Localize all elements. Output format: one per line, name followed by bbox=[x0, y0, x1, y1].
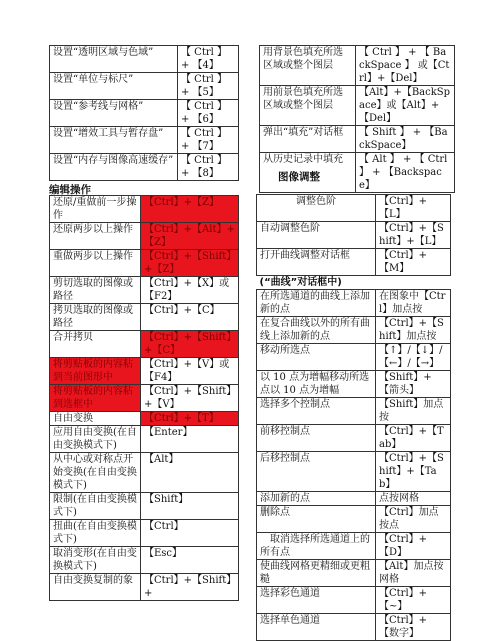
shortcut-cell: 【 Ctrl 】 + 【5】 bbox=[178, 73, 239, 100]
table-row bbox=[257, 614, 451, 641]
shortcut-cell: 【Shift】 bbox=[141, 493, 239, 520]
table-row bbox=[50, 250, 239, 277]
table-row bbox=[257, 317, 451, 344]
shortcut-cell-highlighted: 【Ctrl】+【Shift】+【C】 bbox=[141, 331, 239, 358]
shortcut-cell-highlighted: 【Ctrl】+【Alt】+【Z】 bbox=[141, 223, 239, 250]
shortcut-cell: 【Ctrl】+【数字】 bbox=[376, 614, 451, 641]
action-cell: 还原两步以上操作 bbox=[50, 223, 141, 250]
table-row bbox=[257, 533, 451, 560]
shortcut-cell: 【Enter】 bbox=[141, 426, 239, 453]
action-cell: 自由变换复制的象 bbox=[50, 574, 141, 601]
table-row bbox=[50, 304, 239, 331]
table-row bbox=[50, 46, 239, 73]
table-row bbox=[257, 276, 451, 290]
table-row bbox=[257, 587, 451, 614]
table-row bbox=[50, 453, 239, 493]
shortcut-cell: 【Ctrl】+【Shift】+【Tab】 bbox=[376, 452, 451, 492]
table-row bbox=[50, 547, 239, 574]
table-row bbox=[50, 385, 239, 412]
action-cell: 移动所选点 bbox=[257, 344, 376, 371]
action-cell: 打开曲线调整对话框 bbox=[257, 249, 376, 276]
action-cell: 删除点 bbox=[257, 506, 376, 533]
action-cell: 设置“增效工具与暂存盘” bbox=[50, 127, 178, 154]
action-cell-highlighted: 将剪贴板的内容粘到当前图形中 bbox=[50, 358, 141, 385]
shortcut-cell: 【Ctrl】+【X】或【F2】 bbox=[141, 277, 239, 304]
action-cell: 扭曲(在自由变换模式下) bbox=[50, 520, 141, 547]
shortcut-cell: 【Ctrl】+【~】 bbox=[376, 587, 451, 614]
action-cell: 从历史记录中填充 bbox=[260, 153, 356, 193]
table-row bbox=[260, 46, 455, 86]
table-row bbox=[50, 493, 239, 520]
shortcut-cell: 【Ctrl】+【Shift】+【L】 bbox=[376, 222, 451, 249]
action-cell: 限制(在自由变换模式下) bbox=[50, 493, 141, 520]
table-row bbox=[50, 358, 239, 385]
table-row bbox=[257, 290, 451, 317]
action-cell: 取消变形(在自由变换模式下) bbox=[50, 547, 141, 574]
table-row bbox=[257, 398, 451, 425]
shortcut-cell: 在图象中【Ctrl】加点按 bbox=[376, 290, 451, 317]
action-cell: 拷贝选取的图像或路径 bbox=[50, 304, 141, 331]
table-row bbox=[50, 412, 239, 426]
table-row bbox=[50, 426, 239, 453]
table-row bbox=[50, 127, 239, 154]
action-cell: 自动调整色阶 bbox=[257, 222, 376, 249]
table-row bbox=[257, 344, 451, 371]
adjust-shortcuts-table bbox=[256, 194, 451, 641]
shortcut-cell: 【Alt】 bbox=[141, 453, 239, 493]
table-row bbox=[260, 86, 455, 126]
shortcut-cell-highlighted: 【Ctrl】+【T】 bbox=[141, 412, 239, 426]
shortcut-cell: 【Ctrl】+【M】 bbox=[376, 249, 451, 276]
preferences-shortcuts-table bbox=[49, 45, 239, 181]
table-row bbox=[50, 574, 239, 601]
shortcut-cell: 【Ctrl】+【C】 bbox=[141, 304, 239, 331]
shortcut-cell: 【 Shift 】 + 【BackSpace】 bbox=[356, 126, 455, 153]
action-cell: 选择单色通道 bbox=[257, 614, 376, 641]
table-row bbox=[257, 425, 451, 452]
action-cell: 设置“单位与标尺” bbox=[50, 73, 178, 100]
action-cell: 应用自由变换(在自由变换模式下) bbox=[50, 426, 141, 453]
action-cell: 前移控制点 bbox=[257, 425, 376, 452]
action-cell: 还原/重做前一步操作 bbox=[50, 196, 141, 223]
shortcut-cell: 【Alt】加点按网格 bbox=[376, 560, 451, 587]
shortcut-cell: 【Ctrl】+【Shift】加点按 bbox=[376, 317, 451, 344]
action-cell: 在复合曲线以外的所有曲线上添加新的点 bbox=[257, 317, 376, 344]
table-row bbox=[50, 331, 239, 358]
table-row bbox=[257, 222, 451, 249]
shortcut-cell: 【Esc】 bbox=[141, 547, 239, 574]
action-cell-highlighted: 将剪贴板的内容粘到选框中 bbox=[50, 385, 141, 412]
shortcut-cell: 【Ctrl】+【L】 bbox=[376, 195, 451, 222]
table-row bbox=[257, 452, 451, 492]
shortcut-cell: 【Shift】加点按 bbox=[376, 398, 451, 425]
action-cell: 在所选通道的曲线上添加新的点 bbox=[257, 290, 376, 317]
action-cell: 取消选择所选通道上的所有点 bbox=[257, 533, 376, 560]
action-cell: 设置“参考线与网格” bbox=[50, 100, 178, 127]
action-cell: 选择彩色通道 bbox=[257, 587, 376, 614]
action-cell: 剪切选取的图像或路径 bbox=[50, 277, 141, 304]
shortcut-cell: 【Ctrl】+【Tab】 bbox=[376, 425, 451, 452]
edit-shortcuts-table bbox=[49, 195, 239, 601]
action-cell: 用背景色填充所选区域或整个图层 bbox=[260, 46, 356, 86]
table-row bbox=[257, 492, 451, 506]
table-row bbox=[50, 100, 239, 127]
action-cell: 用前景色填充所选区域或整个图层 bbox=[260, 86, 356, 126]
action-cell: 调整色阶 bbox=[257, 195, 376, 222]
table-row bbox=[257, 249, 451, 276]
table-row bbox=[257, 506, 451, 533]
action-cell: 选择多个控制点 bbox=[257, 398, 376, 425]
shortcut-cell: 【Shift】+【箭头】 bbox=[376, 371, 451, 398]
shortcut-cell: 【↑】/【↓】/【←】/【→】 bbox=[376, 344, 451, 371]
section-title-image-adjust: 图像调整 bbox=[278, 171, 320, 183]
shortcut-cell: 【 Ctrl 】 + 【7】 bbox=[178, 127, 239, 154]
table-row bbox=[50, 196, 239, 223]
action-cell: 以 10 点为增幅移动所选点以 10 点为增幅 bbox=[257, 371, 376, 398]
table-row bbox=[257, 560, 451, 587]
table-row bbox=[50, 154, 239, 181]
table-row bbox=[260, 126, 455, 153]
table-row bbox=[50, 223, 239, 250]
shortcut-cell: 【 Ctrl 】 + 【8】 bbox=[178, 154, 239, 181]
shortcut-cell: 【Ctrl】 bbox=[141, 520, 239, 547]
shortcut-cell: 【 Alt 】 + 【 Ctrl 】 + 【Backspace】 bbox=[356, 153, 455, 193]
shortcut-cell-highlighted: 【Ctrl】+【Z】 bbox=[141, 196, 239, 223]
action-cell: 自由变换 bbox=[50, 412, 141, 426]
action-cell: 设置“透明区域与色域” bbox=[50, 46, 178, 73]
shortcut-cell: 点按网格 bbox=[376, 492, 451, 506]
table-row bbox=[50, 73, 239, 100]
shortcut-cell: 【Ctrl】+【D】 bbox=[376, 533, 451, 560]
shortcut-cell: 【 Ctrl 】 + 【4】 bbox=[178, 46, 239, 73]
shortcut-cell: 【Alt】+【BackSpace】或【Alt】+【Del】 bbox=[356, 86, 455, 126]
action-cell: 添加新的点 bbox=[257, 492, 376, 506]
shortcut-cell: 【Ctrl】+【Shift】+ bbox=[141, 574, 239, 601]
action-cell: 后移控制点 bbox=[257, 452, 376, 492]
action-cell: 合并拷贝 bbox=[50, 331, 141, 358]
curves-dialog-heading: (“曲线”对话框中) bbox=[259, 277, 342, 288]
shortcut-cell: 【Ctrl】加点按点 bbox=[376, 506, 451, 533]
section-title-edit: 编辑操作 bbox=[49, 184, 91, 196]
shortcut-cell: 【 Ctrl 】 + 【 BackSpace 】 或【Ctrl】+【Del】 bbox=[356, 46, 455, 86]
shortcut-cell: 【Ctrl】+【Shift】+【V】 bbox=[141, 385, 239, 412]
table-row bbox=[50, 520, 239, 547]
shortcut-cell: 【Ctrl】+【V】或【F4】 bbox=[141, 358, 239, 385]
shortcut-cell: 【 Ctrl 】 + 【6】 bbox=[178, 100, 239, 127]
action-cell: 从中心或对称点开始变换(在自由变换模式下) bbox=[50, 453, 141, 493]
shortcut-cell-highlighted: 【Ctrl】+【Shift】+【Z】 bbox=[141, 250, 239, 277]
action-cell: 弹出“填充”对话框 bbox=[260, 126, 356, 153]
action-cell: 使曲线网格更精细或更粗糙 bbox=[257, 560, 376, 587]
action-cell: 设置“内存与图像高速缓存” bbox=[50, 154, 178, 181]
action-cell: 重做两步以上操作 bbox=[50, 250, 141, 277]
table-row bbox=[257, 195, 451, 222]
table-row bbox=[257, 371, 451, 398]
table-row bbox=[50, 277, 239, 304]
